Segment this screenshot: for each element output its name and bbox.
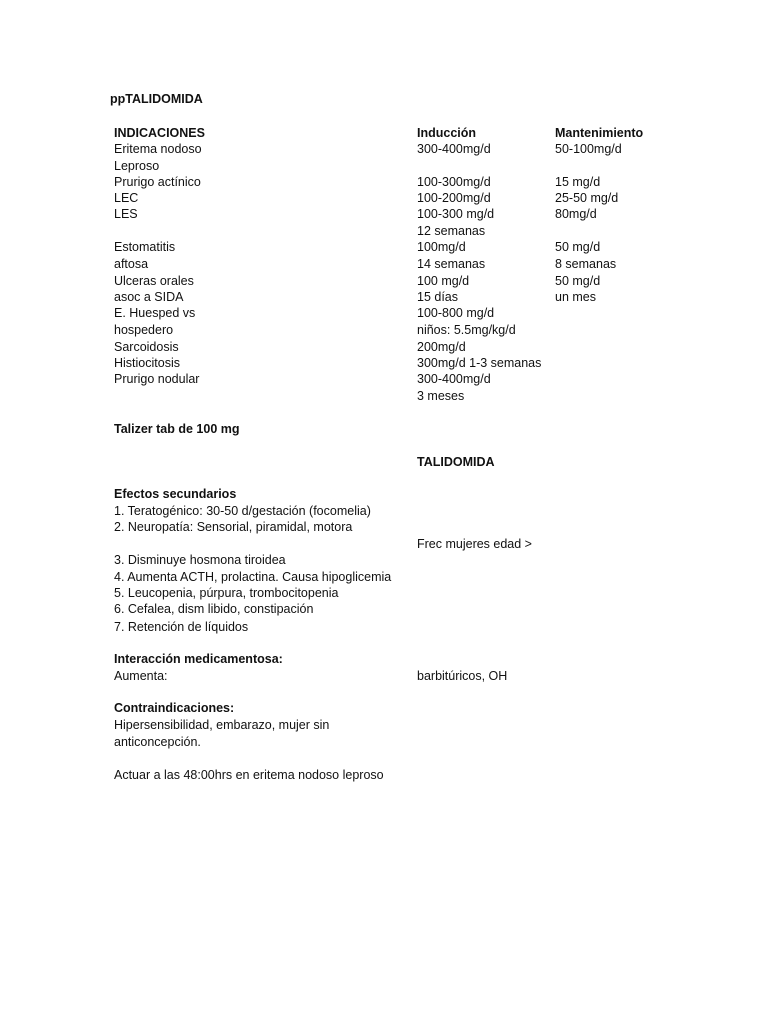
interactions-value: barbitúricos, OH — [417, 669, 508, 683]
list-item: 4. Aumenta ACTH, prolactina. Causa hipoglicemia — [114, 570, 392, 584]
list-item: 2. Neuropatía: Sensorial, piramidal, motora — [114, 520, 353, 534]
cell-indicacion: Estomatitis — [114, 240, 176, 254]
cell-indicacion: LES — [114, 207, 138, 221]
cell-mantenimiento: 50 mg/d — [555, 240, 601, 254]
cell-induccion: 12 semanas — [417, 224, 486, 238]
cell-induccion: niños: 5.5mg/kg/d — [417, 323, 516, 337]
list-item: 7. Retención de líquidos — [114, 620, 249, 634]
header-indicaciones: INDICACIONES — [114, 126, 205, 140]
cell-induccion: 200mg/d — [417, 340, 466, 354]
cell-induccion: 100-300mg/d — [417, 175, 491, 189]
document-title: ppTALIDOMIDA — [110, 92, 203, 106]
cell-mantenimiento: 50 mg/d — [555, 274, 601, 288]
list-item: 1. Teratogénico: 30-50 d/gestación (focomelia) — [114, 504, 371, 518]
cell-induccion: 100mg/d — [417, 240, 466, 254]
contraindications-heading: Contraindicaciones: — [114, 701, 235, 715]
side-effects-heading: Efectos secundarios — [114, 487, 237, 501]
interactions-heading: Interacción medicamentosa: — [114, 652, 283, 666]
cell-induccion: 100-200mg/d — [417, 191, 491, 205]
header-induccion: Inducción — [417, 126, 477, 140]
cell-induccion: 100 mg/d — [417, 274, 470, 288]
list-item: 3. Disminuye hosmona tiroidea — [114, 553, 286, 567]
cell-induccion: 100-300 mg/d — [417, 207, 495, 221]
cell-mantenimiento: 8 semanas — [555, 257, 617, 271]
cell-indicacion: E. Huesped vs — [114, 306, 196, 320]
cell-indicacion: Eritema nodoso — [114, 142, 202, 156]
cell-indicacion: Leproso — [114, 159, 160, 173]
presentation-line: Talizer tab de 100 mg — [114, 422, 240, 436]
cell-indicacion: LEC — [114, 191, 139, 205]
header-mantenimiento: Mantenimiento — [555, 126, 644, 140]
section-title: TALIDOMIDA — [417, 455, 495, 469]
cell-induccion: 15 días — [417, 290, 459, 304]
cell-induccion: 3 meses — [417, 389, 465, 403]
cell-mantenimiento: 15 mg/d — [555, 175, 601, 189]
cell-indicacion: Prurigo nodular — [114, 372, 200, 386]
cell-indicacion: Sarcoidosis — [114, 340, 179, 354]
cell-indicacion: asoc a SIDA — [114, 290, 184, 304]
list-item: 6. Cefalea, dism libido, constipación — [114, 602, 314, 616]
footer-note: Actuar a las 48:00hrs en eritema nodoso leproso — [114, 768, 384, 782]
cell-indicacion: Histiocitosis — [114, 356, 180, 370]
interactions-label: Aumenta: — [114, 669, 168, 683]
cell-mantenimiento: 80mg/d — [555, 207, 597, 221]
contraindications-line: anticoncepción. — [114, 735, 201, 749]
cell-induccion: 300mg/d 1-3 semanas — [417, 356, 542, 370]
cell-induccion: 300-400mg/d — [417, 372, 491, 386]
cell-indicacion: Ulceras orales — [114, 274, 194, 288]
cell-mantenimiento: un mes — [555, 290, 596, 304]
side-effects-note: Frec mujeres edad > — [417, 537, 532, 551]
list-item: 5. Leucopenia, púrpura, trombocitopenia — [114, 586, 339, 600]
contraindications-line: Hipersensibilidad, embarazo, mujer sin — [114, 718, 330, 732]
cell-mantenimiento: 25-50 mg/d — [555, 191, 619, 205]
cell-mantenimiento: 50-100mg/d — [555, 142, 622, 156]
cell-indicacion: hospedero — [114, 323, 174, 337]
cell-induccion: 14 semanas — [417, 257, 486, 271]
cell-induccion: 100-800 mg/d — [417, 306, 495, 320]
cell-indicacion: Prurigo actínico — [114, 175, 201, 189]
cell-induccion: 300-400mg/d — [417, 142, 491, 156]
cell-indicacion: aftosa — [114, 257, 149, 271]
